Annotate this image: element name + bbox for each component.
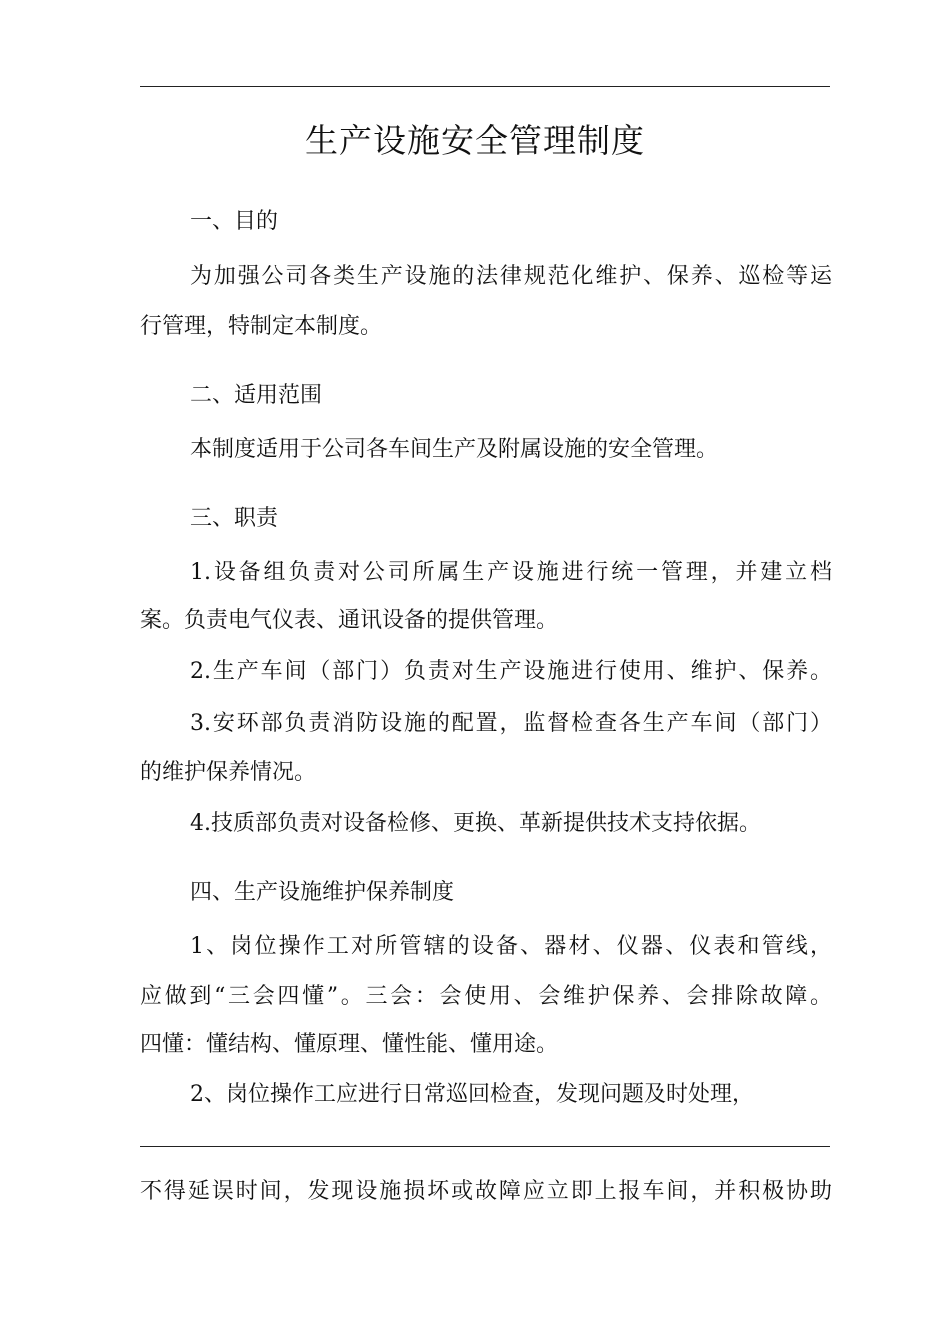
header-rule	[140, 86, 830, 87]
heading-responsibilities: 三、职责	[190, 506, 279, 531]
paragraph-line: 2.生产车间（部门）负责对生产设施进行使用、维护、保养。	[190, 659, 832, 684]
paragraph-line: 四懂：懂结构、懂原理、懂性能、懂用途。	[140, 1032, 559, 1057]
paragraph-line: 3.安环部负责消防设施的配置，监督检查各生产车间（部门）	[190, 711, 832, 736]
paragraph-line: 1.设备组负责对公司所属生产设施进行统一管理，并建立档	[190, 560, 832, 585]
paragraph-line: 案。负责电气仪表、通讯设备的提供管理。	[140, 608, 559, 633]
heading-maintenance: 四、生产设施维护保养制度	[190, 880, 455, 905]
paragraph-line: 不得延误时间，发现设施损坏或故障应立即上报车间，并积极协助	[140, 1179, 832, 1204]
paragraph-line: 应做到“三会四懂”。三会：会使用、会维护保养、会排除故障。	[140, 984, 832, 1009]
paragraph-line: 行管理，特制定本制度。	[140, 314, 383, 339]
heading-scope: 二、适用范围	[190, 383, 323, 408]
paragraph-line: 为加强公司各类生产设施的法律规范化维护、保养、巡检等运	[190, 264, 832, 289]
paragraph-line: 的维护保养情况。	[140, 760, 317, 785]
paragraph-line: 本制度适用于公司各车间生产及附属设施的安全管理。	[190, 437, 719, 462]
paragraph-line: 1、岗位操作工对所管辖的设备、器材、仪器、仪表和管线，	[190, 934, 832, 959]
paragraph-line: 2、岗位操作工应进行日常巡回检查，发现问题及时处理，	[190, 1082, 754, 1107]
document-title: 生产设施安全管理制度	[305, 121, 645, 160]
heading-purpose: 一、目的	[190, 209, 279, 234]
paragraph-line: 4.技质部负责对设备检修、更换、革新提供技术支持依据。	[190, 811, 761, 836]
page-break-rule	[140, 1146, 830, 1147]
